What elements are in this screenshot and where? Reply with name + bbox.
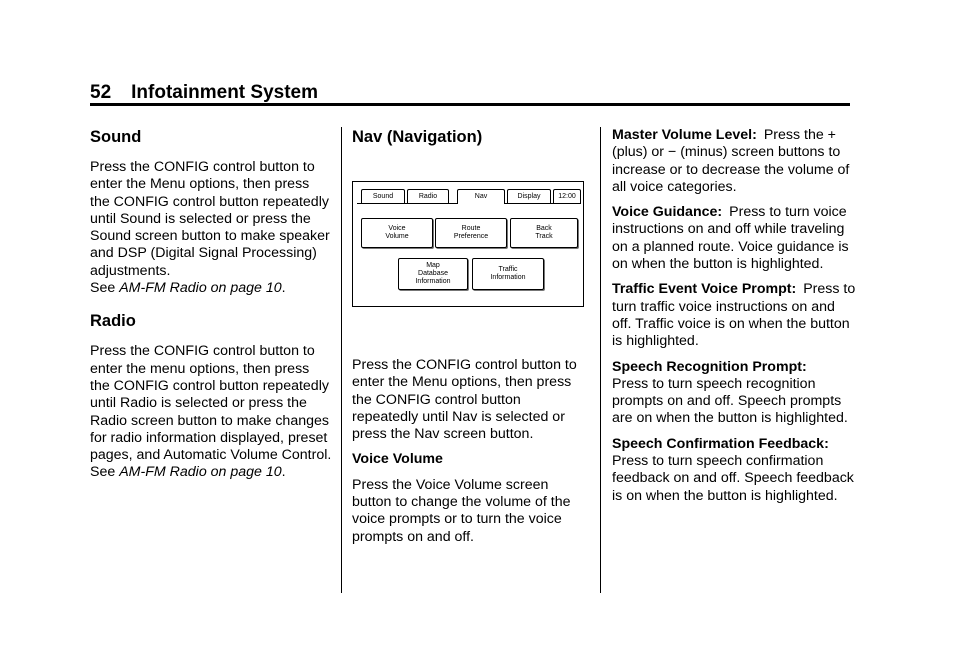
voice-volume-label: Voice Volume: [352, 451, 443, 468]
nav-heading: Nav (Navigation): [352, 128, 483, 146]
speech-recognition-item: [612, 359, 858, 428]
sound-see: See: [90, 280, 116, 297]
tab-display: Display: [507, 189, 551, 204]
radio-reference-link[interactable]: AM-FM Radio on page 10: [119, 464, 282, 481]
column-divider-2: [600, 127, 601, 593]
voice-guidance-label: Voice Guidance:: [612, 204, 723, 221]
map-database-line-2: Database: [418, 270, 448, 277]
tab-nav: Nav: [457, 189, 505, 204]
route-preference-line-2: Preference: [453, 233, 489, 240]
voice-volume-screen-button: [361, 218, 433, 248]
tab-baseline-left: [357, 203, 457, 204]
master-volume-label: Master Volume Level:: [612, 127, 757, 143]
traffic-event-item: [612, 281, 858, 350]
route-preference-line-1: Route: [461, 225, 481, 232]
traffic-info-line-2: Information: [490, 274, 526, 281]
traffic-info-line-1: Traffic: [498, 266, 518, 273]
clock-tab: 12:00: [553, 189, 581, 204]
column-1: [90, 127, 332, 490]
nav-paragraph: Press the CONFIG control button to enter the Menu options, then press the CONFIG control button repeatedly until Nav is selected or press the Nav screen button.: [352, 357, 577, 443]
nav-screen-illustration: [352, 181, 584, 307]
master-volume-item: [612, 127, 858, 196]
voice-volume-line-1: Voice: [388, 225, 406, 232]
voice-volume-paragraph: Press the Voice Volume screen button to change the volume of the voice prompts or to turn the voice prompts on and off.: [352, 476, 571, 545]
map-database-line-3: Information: [415, 278, 451, 285]
sound-heading: Sound: [90, 128, 142, 146]
tab-baseline-right: [504, 203, 580, 204]
speech-confirmation-text: Press to turn speech confirmation feedback on and off. Speech feedback is on when the button is highlighted.: [612, 453, 854, 504]
back-track-line-1: Back: [536, 225, 552, 232]
sound-text: Press the CONFIG control button to enter the Menu options, then press the CONFIG control button repeatedly until Sound is selected or press the Sound screen button to make speaker and DSP (Digital Signal Processing) adjustments.: [90, 159, 330, 279]
sound-end: .: [281, 280, 286, 297]
tab-radio: Radio: [407, 189, 449, 204]
page-number: 52: [90, 82, 112, 103]
voice-guidance-text: Press to turn voice instructions on and off while traveling on a planned route. Voice guidance is on when the button is highlighted.: [612, 204, 849, 273]
voice-guidance-item: [612, 204, 858, 273]
speech-confirmation-item: [612, 436, 858, 505]
map-database-screen-button: [398, 258, 468, 290]
speech-recognition-label: Speech Recognition Prompt:: [612, 358, 807, 375]
sound-paragraph: [90, 159, 332, 297]
speech-recognition-text: Press to turn speech recognition prompts on and off. Speech prompts are on when the button is highlighted.: [612, 375, 848, 427]
header-rule: [90, 103, 850, 106]
column-divider-1: [341, 127, 342, 593]
column-3: [612, 127, 858, 513]
back-track-screen-button: [510, 218, 578, 248]
section-title: Infotainment System: [131, 82, 319, 103]
traffic-event-label: Traffic Event Voice Prompt:: [612, 281, 797, 298]
sound-reference-link[interactable]: AM-FM Radio on page 10: [119, 280, 282, 297]
back-track-line-2: Track: [535, 233, 553, 240]
radio-text: Press the CONFIG control button to enter the menu options, then press the CONFIG control button repeatedly until Radio is selected or press the Radio screen button to make changes for radio information displayed, preset pages, and Automatic Volume Control. See: [90, 343, 332, 481]
speech-confirmation-label: Speech Confirmation Feedback:: [612, 435, 829, 452]
tab-sound: Sound: [361, 189, 405, 204]
master-volume-text: Press the + (plus) or − (minus) screen buttons to increase or to decrease the volume of all voice categories.: [612, 127, 850, 195]
radio-end: .: [281, 464, 286, 481]
traffic-information-screen-button: [472, 258, 544, 290]
radio-paragraph: [90, 343, 332, 481]
radio-heading: Radio: [90, 312, 136, 331]
route-preference-screen-button: [435, 218, 507, 248]
traffic-event-text: Press to turn traffic voice instructions on and off. Traffic voice is on when the button is highlighted.: [612, 281, 856, 350]
voice-volume-line-2: Volume: [385, 233, 409, 240]
map-database-line-1: Map: [426, 262, 440, 269]
column-2: [352, 127, 588, 554]
